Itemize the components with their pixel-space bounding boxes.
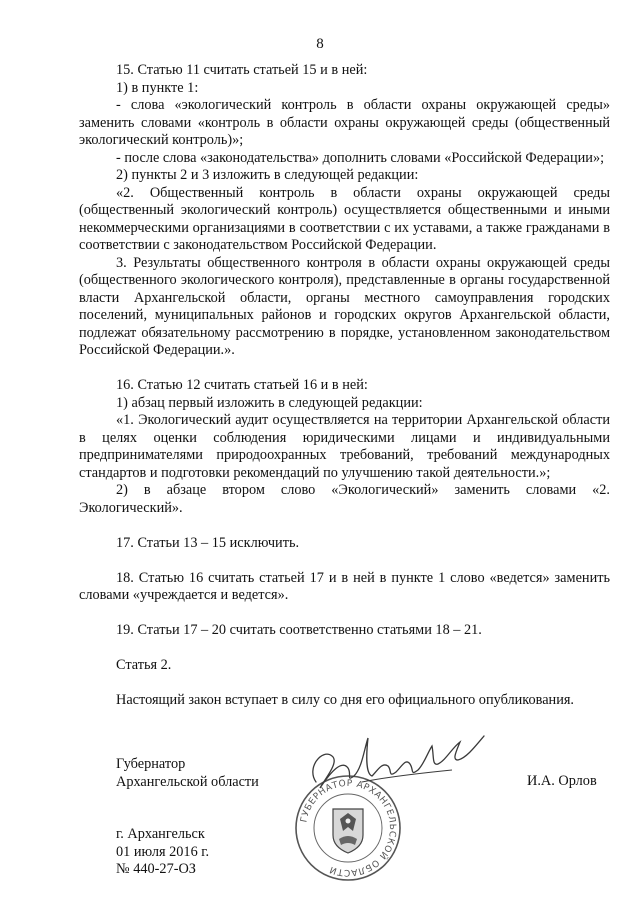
amendment-15-sub1: 1) в пункте 1: [116, 79, 199, 96]
seal-text: ГУБЕРНАТОР АРХАНГЕЛЬСКОЙ ОБЛАСТИ [299, 778, 398, 878]
amendment-18: 18. Статью 16 считать статьей 17 и в ней в пункте 1 слово «ведется» заменить словами «учреждается и ведется». [79, 569, 610, 603]
amendment-19: 19. Статьи 17 – 20 считать соответственно статьями 18 – 21. [116, 622, 482, 638]
signatory-name: И.А. Орлов [527, 773, 597, 789]
handwritten-signature-icon [302, 730, 502, 800]
document-footer [116, 826, 209, 879]
amendment-15-sub2: 2) пункты 2 и 3 изложить в следующей редакции: [116, 167, 419, 183]
document-number: № 440-27-ОЗ [116, 861, 196, 877]
amendment-16-quote-1: «1. Экологический аудит осуществляется на территории Архангельской области в целях оценки соблюдения юридическими лицами и индивидуальными предпринимателями природоохранных требований, требований международных стандартов и подготовки рекомендаций по улучшению такой деятельности.»; [79, 412, 610, 481]
signatory-position [116, 756, 259, 791]
amendment-16-sub2: 2) в абзаце втором слово «Экологический» заменить словами «2. Экологический». [79, 482, 610, 516]
article-2-heading: Статья 2. [116, 657, 172, 673]
article-2-text: Настоящий закон вступает в силу со дня его официального опубликования. [116, 692, 574, 708]
amendment-15-quote-2: «2. Общественный контроль в области охраны окружающей среды (общественный экологический контроль) осуществляется общественными и иными некоммерческими организациями в соответствии с их уставами, а также гражданами в соответствии с законодательством Российской Федерации. [79, 184, 610, 253]
amendment-15-sub1-b: - после слова «законодательства» дополнить словами «Российской Федерации»; [116, 149, 605, 166]
document-body [79, 62, 610, 710]
amendment-17: 17. Статьи 13 – 15 исключить. [116, 534, 300, 551]
page-number: 8 [316, 36, 324, 52]
amendment-16-heading: 16. Статью 12 считать статьей 16 и в ней: [116, 377, 368, 393]
amendment-16-sub1: 1) абзац первый изложить в следующей редакции: [116, 394, 423, 411]
amendment-15-sub1-a: - слова «экологический контроль в области охраны окружающей среды» заменить словами «контроль в области охраны окружающей среды (общественный экологический контроль)»; [79, 97, 610, 148]
amendment-15-quote-3: 3. Результаты общественного контроля в области охраны окружающей среды (общественного экологического контроля), представленные в органы государственной власти Архангельской области, органы местного самоуправления городских поселений, муниципальных районов и городских округов Архангельской области, подлежат обязательному рассмотрению в порядке, установленном законодательством Российской Федерации.». [79, 254, 610, 358]
amendment-15-heading: 15. Статью 11 считать статьей 15 и в ней: [116, 62, 368, 78]
document-city: г. Архангельск [116, 826, 205, 842]
document-date: 01 июля 2016 г. [116, 843, 210, 860]
signatory-position-line1: Губернатор [116, 756, 186, 772]
signatory-position-line2: Архангельской области [116, 773, 259, 790]
